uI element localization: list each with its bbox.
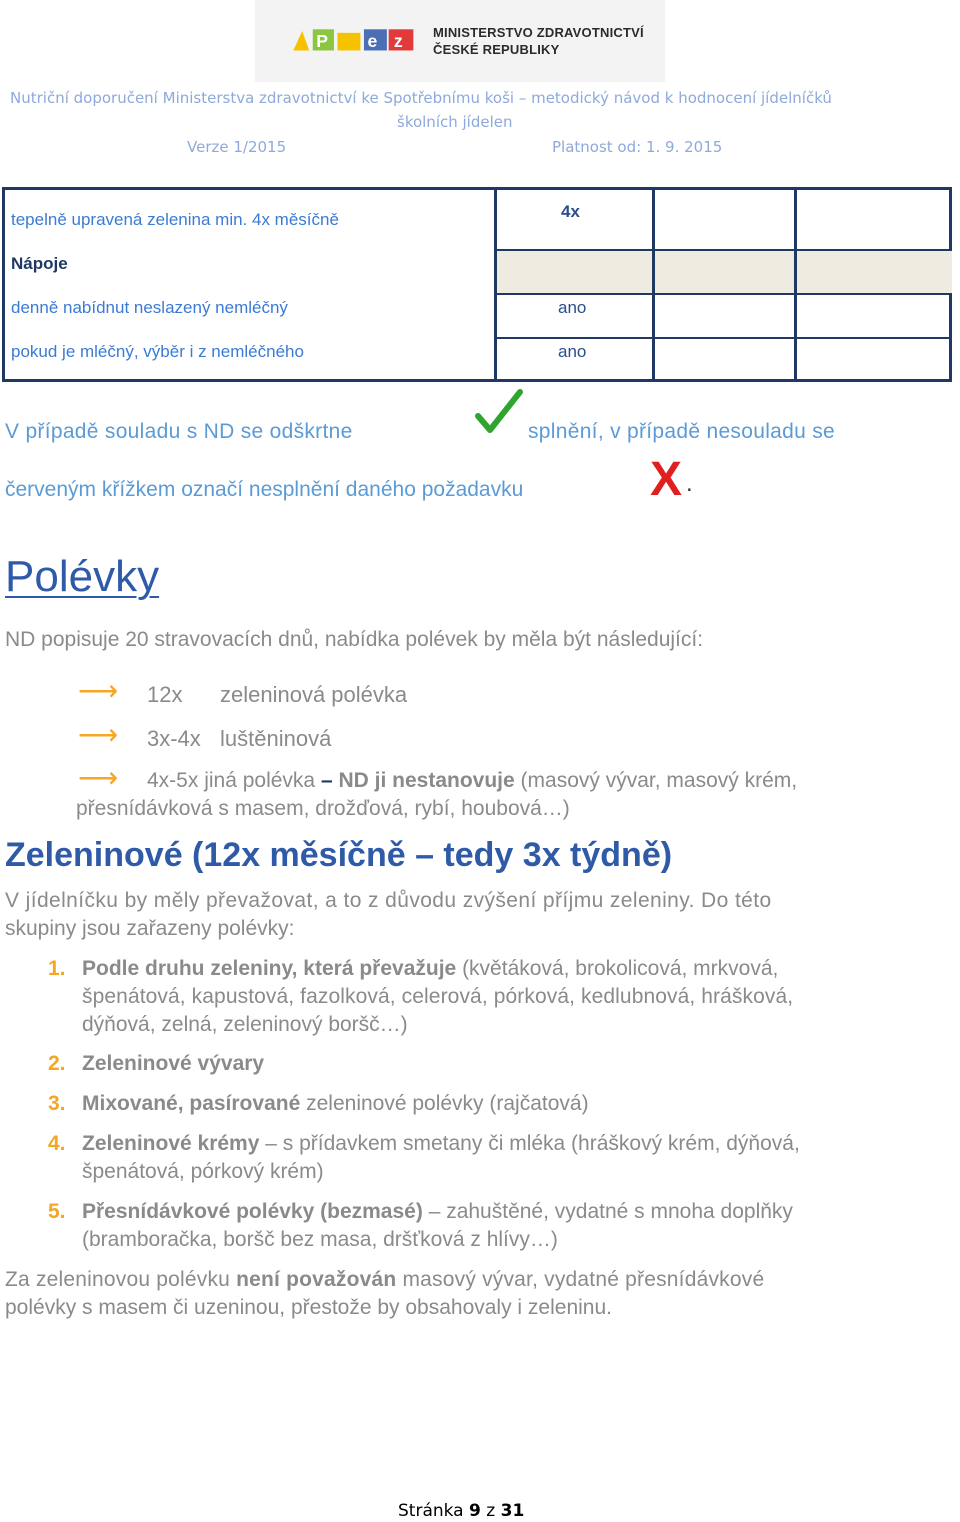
svg-text:z: z xyxy=(393,30,403,51)
arrow-icon: ⟶ xyxy=(78,675,119,706)
table-row-shading xyxy=(497,251,952,293)
item-line-3: dýňová, zelná, zeleninový boršč…) xyxy=(82,1013,408,1036)
arrow-text: zeleninová polévka xyxy=(220,682,408,707)
green-check-icon xyxy=(474,388,524,438)
item-number: 4. xyxy=(48,1132,66,1155)
subsection-intro-2: skupiny jsou zařazeny polévky: xyxy=(5,917,295,940)
doc-title-line-1: Nutriční doporučení Ministerstva zdravotnictví ke Spotřebnímu koši – metodický návod k hodnocení jídelníčků xyxy=(10,89,832,107)
item-bold: Zeleninové krémy xyxy=(82,1132,260,1155)
requirements-table xyxy=(2,187,952,382)
doc-title-line-2: školních jídelen xyxy=(397,113,513,131)
svg-text:e: e xyxy=(367,30,378,51)
arrow-line-2: přesnídávková s masem, drožďová, rybí, houbová…) xyxy=(76,797,570,820)
subsection-heading: Zeleninové (12x měsíčně – tedy 3x týdně) xyxy=(5,836,673,874)
table-row-value: 4x xyxy=(561,202,580,221)
section-intro: ND popisuje 20 stravovacích dnů, nabídka polévek by měla být následující: xyxy=(5,628,704,651)
page-footer: Stránka 9 z 31 xyxy=(398,1501,525,1521)
closing-line-1: Za zeleninovou polévku není považován masový vývar, vydatné přesnídávkové xyxy=(5,1268,765,1291)
item-bold: Podle druhu zeleniny, která převažuje xyxy=(82,957,457,980)
ministry-line-1: MINISTERSTVO ZDRAVOTNICTVÍ xyxy=(433,25,644,40)
item-number: 3. xyxy=(48,1092,66,1115)
arrow-icon: ⟶ xyxy=(78,719,119,750)
ministry-logo xyxy=(255,0,665,82)
item-line-2: (bramboračka, boršč bez masa, dršťková z hlívy…) xyxy=(82,1228,558,1251)
item-rest: zeleninové polévky (rajčatová) xyxy=(306,1092,589,1115)
table-row-label: Nápoje xyxy=(11,254,68,273)
table-row-label: pokud je mléčný, výběr i z nemléčného xyxy=(11,342,304,361)
red-cross-icon: X xyxy=(650,453,683,506)
item-number: 1. xyxy=(48,957,66,980)
arrow-bold: ND ji nestanovuje xyxy=(338,769,515,792)
table-row-value: ano xyxy=(558,342,587,361)
item-number: 5. xyxy=(48,1200,66,1223)
logo-graphic-icon xyxy=(281,24,431,54)
instruction-period: . xyxy=(686,470,693,497)
arrow-dash: – xyxy=(320,769,333,792)
item-mid: – s přídavkem smetany xyxy=(265,1132,483,1155)
item-rest: – zahuštěné, vydatné s mnoha doplňky xyxy=(428,1200,793,1223)
ministry-line-2: ČESKÉ REPUBLIKY xyxy=(433,42,560,57)
item-bold: Mixované, pasírované xyxy=(82,1092,301,1115)
arrow-count: 12x xyxy=(147,682,183,707)
arrow-icon: ⟶ xyxy=(78,762,119,793)
item-rest: (květáková, brokolicová, mrkvová, xyxy=(462,957,779,980)
item-bold: Zeleninové vývary xyxy=(82,1052,265,1075)
instruction-line-1b: splnění, v případě nesouladu se xyxy=(528,420,836,443)
instruction-line-1a: V případě souladu s ND se odškrtne xyxy=(5,420,353,443)
subsection-intro-1: V jídelníčku by měly převažovat, a to z důvodu zvýšení příjmu zeleniny. Do této xyxy=(5,889,772,912)
svg-text:P: P xyxy=(316,30,329,51)
instruction-line-2: červeným křížkem označí nesplnění daného požadavku xyxy=(5,478,524,501)
arrow-rest: (masový vývar, masový krém, xyxy=(520,769,798,792)
arrow-text: jiná polévka xyxy=(204,769,316,792)
arrow-count: 4x-5x xyxy=(147,769,199,792)
validity-label: Platnost od: 1. 9. 2015 xyxy=(552,138,723,156)
item-line-2: špenátová, pórkový krém) xyxy=(82,1160,324,1183)
item-line-2: špenátová, kapustová, fazolková, celerová, pórková, kedlubnová, hrášková, xyxy=(82,985,794,1008)
closing-line-2: polévky s masem či uzeninou, přestože by obsahovaly i zeleninu. xyxy=(5,1296,612,1319)
version-label: Verze 1/2015 xyxy=(187,138,287,156)
item-bold: Přesnídávkové polévky (bezmasé) xyxy=(82,1200,423,1223)
table-row-label: tepelně upravená zelenina min. 4x měsíčně xyxy=(11,210,339,229)
arrow-count: 3x-4x xyxy=(147,726,201,751)
section-heading: Polévky xyxy=(5,552,160,601)
item-rest: či mléka (hráškový krém, dýňová, xyxy=(488,1132,800,1155)
table-row-value: ano xyxy=(558,298,587,317)
ministry-name xyxy=(433,24,644,58)
arrow-text: luštěninová xyxy=(220,726,332,751)
table-row-label: denně nabídnut neslazený nemléčný xyxy=(11,298,288,317)
item-number: 2. xyxy=(48,1052,66,1075)
